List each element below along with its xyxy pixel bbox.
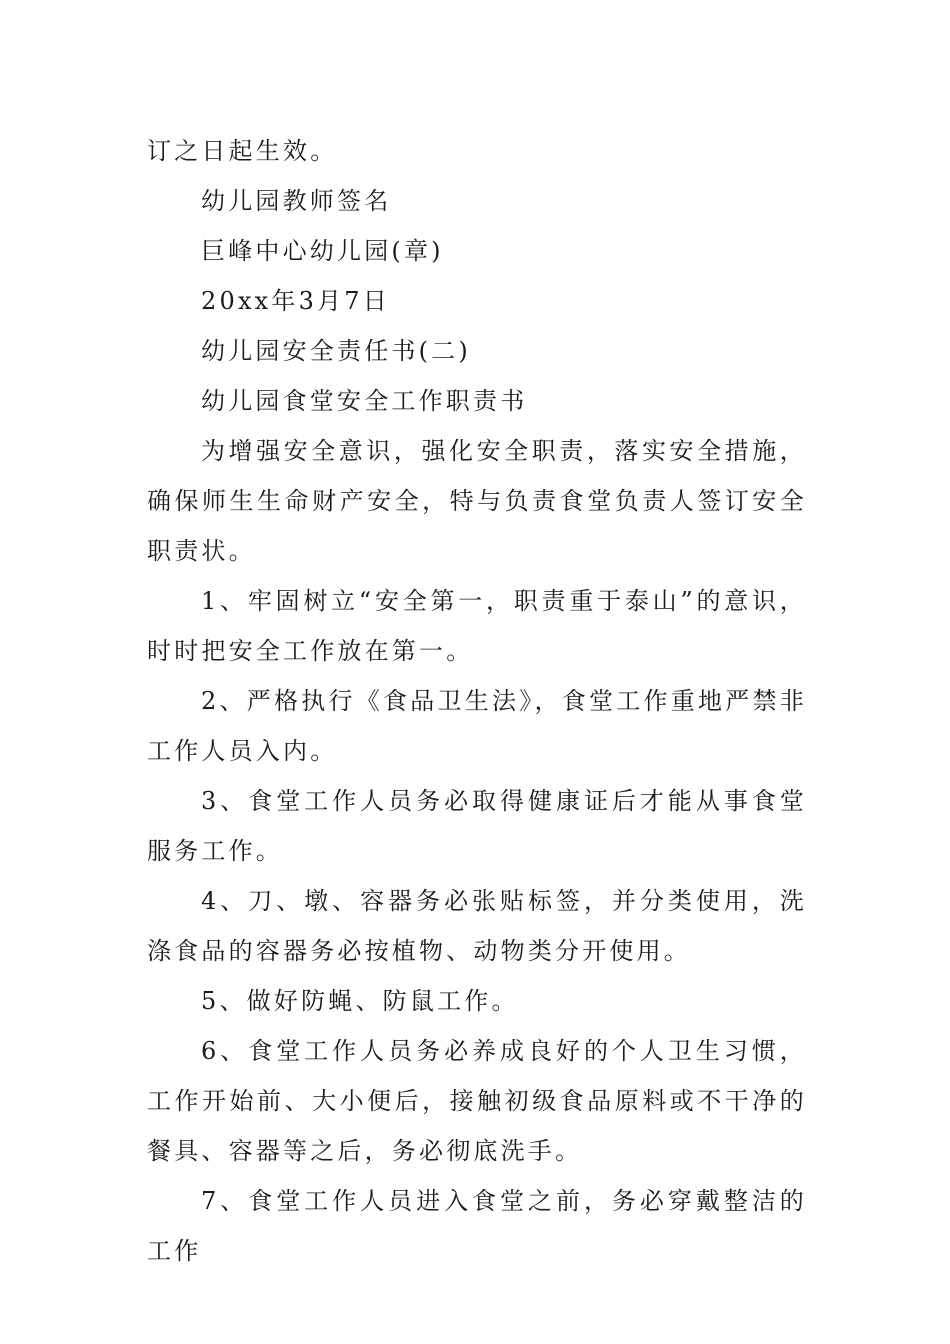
paragraph-kindergarten-seal: 巨峰中心幼儿园(章): [201, 237, 444, 265]
paragraph-intro: 为增强安全意识，强化安全职责，落实安全措施，确保师生生命财产安全，特与负责食堂负责人签订安全职责状。: [147, 437, 807, 565]
paragraph-date: 20xx年3月7日: [201, 287, 390, 315]
paragraph-item-2: 2、严格执行《食品卫生法》，食堂工作重地严禁非工作人员入内。: [147, 687, 807, 765]
document-body: [147, 126, 807, 1276]
paragraph-item-1: 1、牢固树立“安全第一，职责重于泰山”的意识，时时把安全工作放在第一。: [147, 587, 807, 665]
paragraph-item-3: 3、食堂工作人员务必取得健康证后才能从事食堂服务工作。: [147, 787, 807, 865]
paragraph-teacher-signature: 幼儿园教师签名: [201, 187, 392, 215]
paragraph-section-title: 幼儿园安全责任书(二): [201, 337, 471, 365]
paragraph-item-4: 4、刀、墩、容器务必张贴标签，并分类使用，洗涤食品的容器务必按植物、动物类分开使用。: [147, 887, 807, 965]
paragraph-document-title: 幼儿园食堂安全工作职责书: [201, 387, 528, 415]
paragraph-item-7: 7、食堂工作人员进入食堂之前，务必穿戴整洁的工作: [147, 1187, 807, 1265]
paragraph-effective-date-tail: 订之日起生效。: [147, 137, 338, 165]
paragraph-item-6: 6、食堂工作人员务必养成良好的个人卫生习惯，工作开始前、大小便后，接触初级食品原料或不干净的餐具、容器等之后，务必彻底洗手。: [147, 1037, 807, 1165]
paragraph-item-5: 5、做好防蝇、防鼠工作。: [201, 987, 519, 1015]
